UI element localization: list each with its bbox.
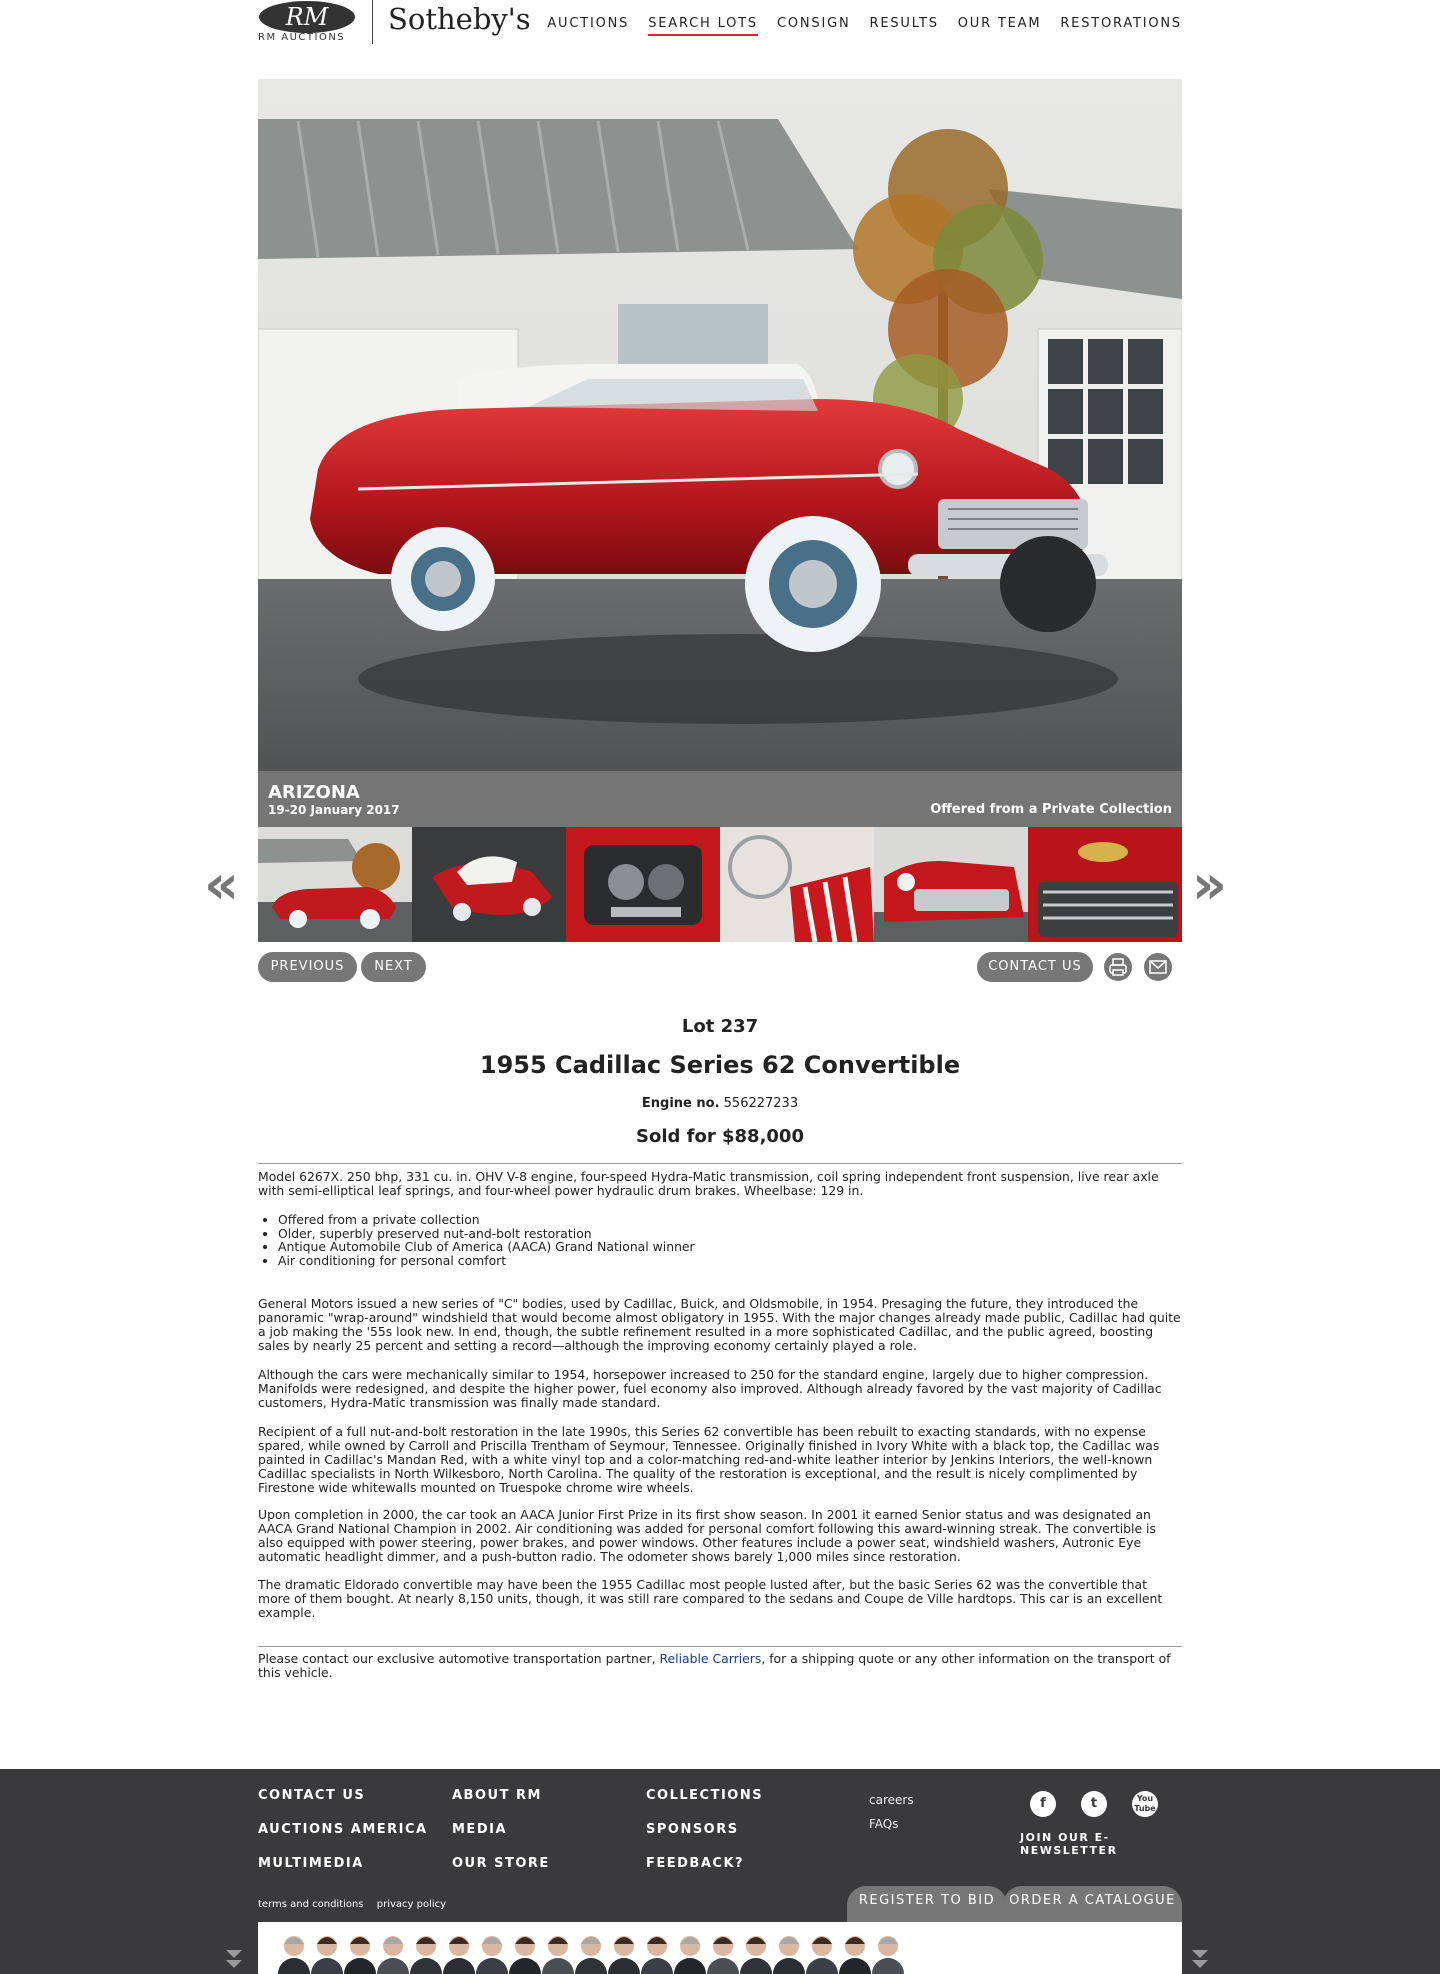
divider: [258, 1646, 1182, 1647]
nav-auctions[interactable]: AUCTIONS: [547, 16, 630, 31]
auction-location: ARIZONA: [268, 782, 360, 803]
team-member-portrait: [443, 1936, 475, 1974]
team-member-portrait: [608, 1936, 640, 1974]
thumbnail-image: [1028, 827, 1182, 942]
engine-number: [258, 1096, 1182, 1111]
thumbnail-image: [258, 827, 412, 942]
faqs-link[interactable]: FAQs: [869, 1817, 899, 1831]
list-item: • Air conditioning for personal comfort: [278, 1254, 978, 1268]
legal-links: [258, 1899, 456, 1910]
shipping-note: [258, 1652, 1182, 1680]
team-member-portrait: [410, 1936, 442, 1974]
description-paragraph: The dramatic Eldorado convertible may have been the 1955 Cadillac most people lusted after, but the basic Series 62 was the convertible that more of them bought. At nearly 8,150 units, though, it was still rare compared to the sedans and Coupe de Ville hardtops. This car is an excellent example.: [258, 1577, 1163, 1620]
rm-logo-subtitle: RM AUCTIONS: [258, 32, 346, 43]
footer-collections[interactable]: COLLECTIONS: [646, 1788, 764, 1803]
team-member-portrait: [311, 1936, 343, 1974]
team-member-portrait: [707, 1936, 739, 1974]
sold-price: Sold for $88,000: [636, 1126, 804, 1147]
nav-results[interactable]: RESULTS: [869, 16, 939, 31]
team-scroll-right-icon[interactable]: [1192, 1950, 1208, 1958]
lot-number: Lot 237: [681, 1016, 759, 1037]
lot-summary: Model 6267X. 250 bhp, 331 cu. in. OHV V-8 engine, four-speed Hydra-Matic transmission, coil spring independent front suspension, live rear axle with semi-elliptical leaf springs, and four-wheel power hydraulic drum brakes. Wheelbase: 129 in.: [258, 1169, 1159, 1198]
footer-auctions-america[interactable]: AUCTIONS AMERICA: [258, 1822, 428, 1837]
team-portraits-image: [258, 1922, 1182, 1974]
contact-us-button[interactable]: CONTACT US: [977, 952, 1093, 982]
list-item: • Offered from a private collection: [278, 1213, 978, 1227]
youtube-icon-bottom: Tube: [1134, 1804, 1156, 1813]
footer-our-store[interactable]: OUR STORE: [452, 1856, 550, 1871]
footer-multimedia[interactable]: MULTIMEDIA: [258, 1856, 364, 1871]
facebook-icon[interactable]: f: [1030, 1791, 1056, 1817]
shipping-text-after: , for a shipping quote or any other information on the transport of this vehicle.: [258, 1651, 1171, 1680]
footer-contact-us[interactable]: CONTACT US: [258, 1788, 366, 1803]
team-scroll-left-icon[interactable]: [226, 1950, 242, 1958]
footer-media[interactable]: MEDIA: [452, 1822, 508, 1837]
team-member-portrait: [839, 1936, 871, 1974]
team-member-portrait: [377, 1936, 409, 1974]
rm-logo-mark: [258, 0, 356, 36]
team-member-portrait: [278, 1936, 310, 1974]
thumbnail-4[interactable]: [720, 827, 874, 942]
team-member-portrait: [476, 1936, 508, 1974]
thumbnail-strip: [258, 827, 1182, 942]
logo-divider: [372, 0, 373, 44]
site-header: [258, 0, 1182, 50]
team-member-portrait: [575, 1936, 607, 1974]
careers-link[interactable]: careers: [869, 1793, 914, 1807]
description-paragraph: Although the cars were mechanically similar to 1954, horsepower increased to 250 for the standard engine, largely due to higher compression. Manifolds were redesigned, and despite the higher power, fuel economy also improved. Although already favored by the vast majority of Cadillac customers, Hydra-Matic transmission was finally made standard.: [258, 1367, 1162, 1410]
shipping-text-before: Please contact our exclusive automotive transportation partner,: [258, 1651, 660, 1666]
footer-small-links: [869, 1788, 914, 1836]
gallery-next-arrow[interactable]: »: [1192, 853, 1227, 916]
footer-column-1: [258, 1788, 428, 1890]
footer-sponsors[interactable]: SPONSORS: [646, 1822, 739, 1837]
engine-label: Engine no.: [641, 1096, 720, 1111]
email-button[interactable]: [1144, 953, 1172, 981]
team-scroll-left-icon[interactable]: [226, 1960, 242, 1968]
twitter-icon[interactable]: t: [1081, 1791, 1107, 1817]
offered-from-note: Offered from a Private Collection: [930, 802, 1172, 817]
rm-logo-letters: RM: [285, 3, 329, 31]
team-member-portrait: [641, 1936, 673, 1974]
engine-value: 556227233: [723, 1096, 799, 1111]
thumbnail-5[interactable]: [874, 827, 1028, 942]
thumbnail-image: [566, 827, 720, 942]
footer-feedback[interactable]: FEEDBACK?: [646, 1856, 745, 1871]
team-member-portrait: [740, 1936, 772, 1974]
team-member-portrait: [872, 1936, 904, 1974]
thumbnail-image: [720, 827, 874, 942]
youtube-icon[interactable]: [1132, 1791, 1158, 1817]
main-nav: [528, 16, 1182, 36]
team-member-portrait: [344, 1936, 376, 1974]
nav-our-team[interactable]: OUR TEAM: [957, 16, 1042, 31]
description-paragraph: Upon completion in 2000, the car took an AACA Junior First Prize in its first show season. In 2001 it earned Senior status and was designated an AACA Grand National Champion in 2002. Air conditioning was added for personal comfort following this award-winning streak. The convertible is also equipped with power steering, power brakes, and power windows. Other features include a power seat, windshield washers, Autronic Eye automatic headlight dimmer, and a push-button radio. The odometer shows barely 1,000 miles since restoration.: [258, 1507, 1156, 1564]
footer-column-3: [646, 1788, 763, 1890]
thumbnail-6[interactable]: [1028, 827, 1182, 942]
team-member-portrait: [509, 1936, 541, 1974]
lot-title: 1955 Cadillac Series 62 Convertible: [479, 1051, 961, 1079]
print-button[interactable]: [1104, 953, 1132, 981]
next-lot-button[interactable]: NEXT: [361, 952, 426, 982]
rm-sothebys-logo[interactable]: [258, 0, 531, 48]
nav-restorations[interactable]: RESTORATIONS: [1060, 16, 1182, 31]
register-to-bid-button[interactable]: REGISTER TO BID: [847, 1886, 1007, 1924]
thumbnail-2[interactable]: [412, 827, 566, 942]
description-paragraph: Recipient of a full nut-and-bolt restoration in the late 1990s, this Series 62 convertible has been rebuilt to exacting standards, with no expense spared, while owned by Carroll and Priscilla Trentham of Seymour, Tennessee. Originally finished in Ivory White with a black top, the Cadillac was painted in Cadillac's Mandan Red, with a white vinyl top and a color-matching red-and-white leather interior by Jenkins Interiors, the well-known Cadillac specialists in North Wilkesboro, North Carolina. The quality of the restoration is exceptional, and the result is nicely complimented by Firestone wide whitewalls mounted on Truespoke chrome wire wheels.: [258, 1424, 1160, 1495]
newsletter-link[interactable]: JOIN OUR E-NEWSLETTER: [1020, 1831, 1118, 1857]
team-member-portrait: [806, 1936, 838, 1974]
print-icon: [1104, 953, 1132, 981]
list-item: • Older, superbly preserved nut-and-bolt restoration: [278, 1227, 978, 1241]
thumbnail-image: [412, 827, 566, 942]
thumbnail-1[interactable]: [258, 827, 412, 942]
thumbnail-image: [874, 827, 1028, 942]
youtube-icon-top: You: [1136, 1794, 1154, 1803]
previous-lot-button[interactable]: PREVIOUS: [258, 952, 357, 982]
hero-caption-bar: [258, 771, 1182, 827]
team-member-portrait: [773, 1936, 805, 1974]
thumbnail-3[interactable]: [566, 827, 720, 942]
reliable-carriers-link[interactable]: Reliable Carriers: [659, 1651, 762, 1666]
divider: [258, 1163, 1182, 1164]
footer-column-2: [452, 1788, 550, 1890]
footer-about-rm[interactable]: ABOUT RM: [452, 1788, 542, 1803]
nav-search-lots[interactable]: SEARCH LOTS: [648, 16, 758, 36]
terms-link[interactable]: terms and conditions: [258, 1899, 364, 1910]
auction-date: 19-20 January 2017: [268, 803, 400, 817]
team-scroll-right-icon[interactable]: [1192, 1960, 1208, 1968]
team-member-portrait: [674, 1936, 706, 1974]
highlights-list: [278, 1213, 978, 1267]
nav-consign[interactable]: CONSIGN: [776, 16, 851, 31]
team-photo-strip[interactable]: [258, 1922, 1182, 1974]
sothebys-wordmark: Sotheby's: [388, 2, 531, 36]
hero-photo[interactable]: [258, 79, 1182, 827]
description-paragraph: General Motors issued a new series of "C" bodies, used by Cadillac, Buick, and Oldsmobile, in 1954. Presaging the future, they introduced the panoramic "wrap-around" windshield that would become almost obligatory in 1955. With the major changes already made public, Cadillac had quite a job making the '55s look new. In end, though, the subtle refinement resulted in a more sophisticated Cadillac, and the public agreed, boosting sales by nearly 25 percent and setting a record—although the improving economy certainly played a role.: [258, 1296, 1181, 1353]
order-catalogue-button[interactable]: ORDER A CATALOGUE: [1003, 1886, 1182, 1924]
gallery-prev-arrow[interactable]: «: [204, 853, 239, 916]
list-item: • Antique Automobile Club of America (AACA) Grand National winner: [278, 1240, 978, 1254]
privacy-link[interactable]: privacy policy: [376, 1899, 447, 1910]
team-member-portrait: [542, 1936, 574, 1974]
mail-icon: [1144, 953, 1172, 981]
hero-car-image: [258, 79, 1182, 827]
